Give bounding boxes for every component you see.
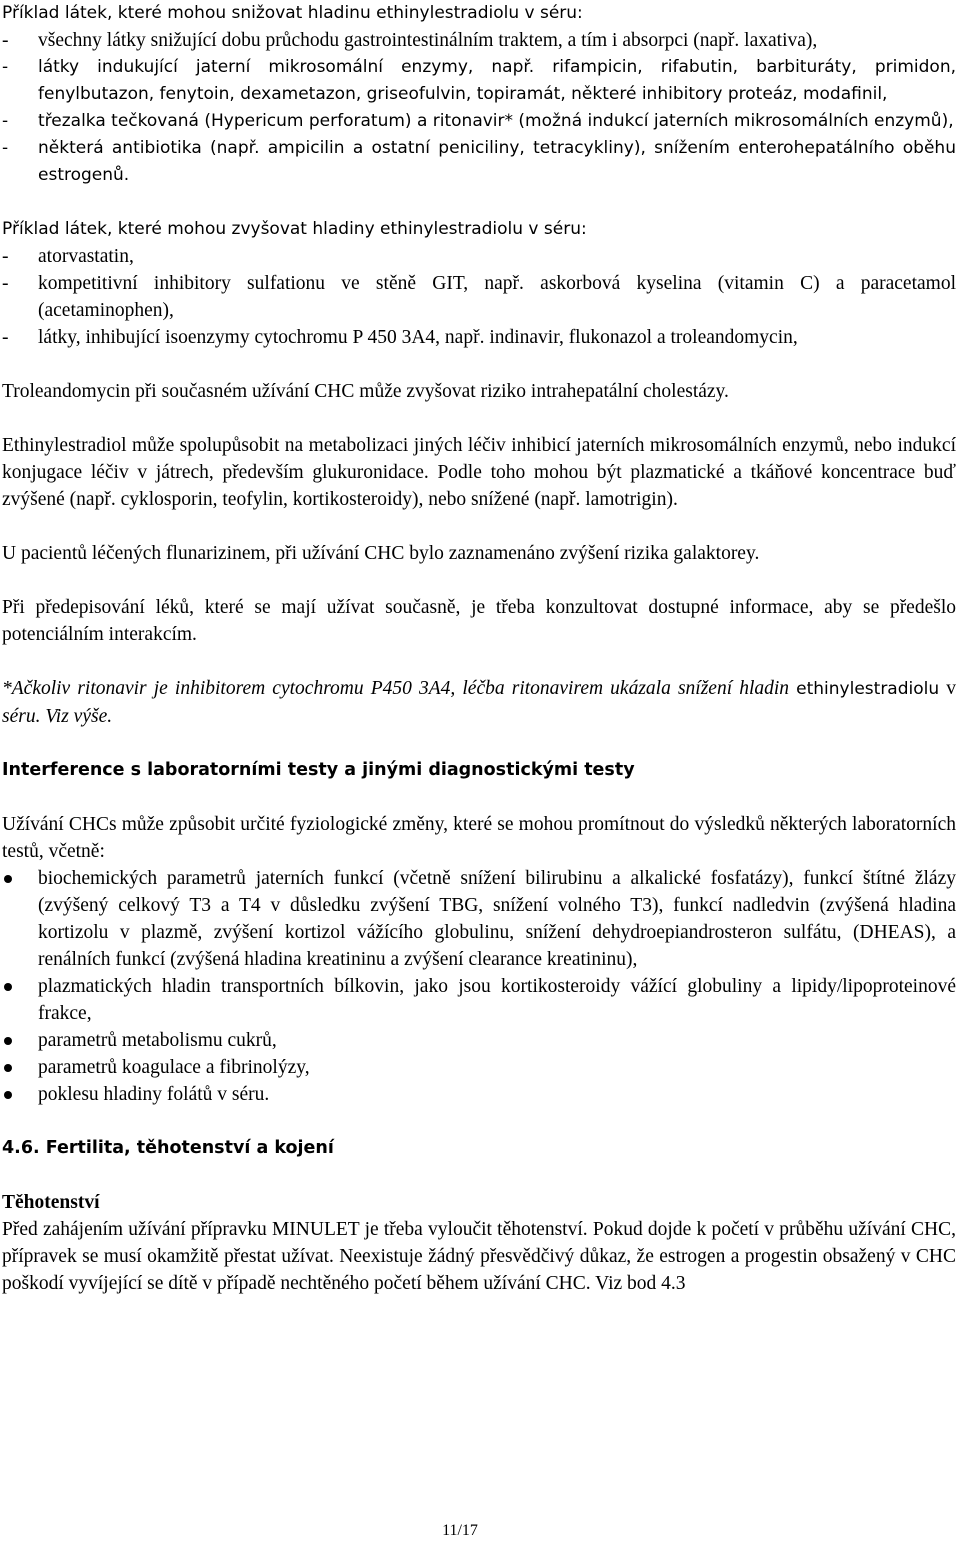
subheading-pregnancy: Těhotenství [2, 1192, 100, 1213]
list-item-text: atorvastatin, [38, 246, 134, 267]
section-heading-fertility: 4.6. Fertilita, těhotenství a kojení [2, 1138, 334, 1158]
bullet-item [2, 865, 956, 973]
bullet-text: biochemických parametrů jaterních funkcí (včetně snížení bilirubinu a alkalické fosfatázy), funkcí štítné žlázy (zvýšený celkový T3 a T4 v důsledku zvýšení TBG, snížení volného T3), funkcí nadledvin (zvýšená hladina kortizolu v plazmě, zvýšení kortizol vážícího globulinu, snížení dehydroepiandrosteron sulfátu, (DHEAS), a renálních funkcí (zvýšená hladina kreatininu a zvýšení clearance kreatininu), [38, 868, 956, 970]
list-item-text: látky, inhibující isoenzymy cytochromu P 450 3A4, např. indinavir, flukonazol a troleandomycin, [38, 327, 798, 348]
list-item: - třezalka tečkovaná (Hypericum perforatum) a ritonavir* (možná indukcí jaterních mikrosomálních enzymů), [2, 108, 956, 135]
list-item: - kompetitivní inhibitory sulfationu ve stěně GIT, např. askorbová kyselina (vitamin C) a paracetamol (acetaminophen), [2, 270, 956, 324]
bullet-item [2, 1054, 956, 1081]
list-item: - látky, inhibující isoenzymy cytochromu P 450 3A4, např. indinavir, flukonazol a troleandomycin, [2, 324, 956, 351]
list-item: - některá antibiotika (např. ampicilin a ostatní peniciliny, tetracykliny), snížením enterohepatálního oběhu estrogenů. [2, 135, 956, 189]
bullet-item [2, 1081, 956, 1108]
list-item: - všechny látky snižující dobu průchodu gastrointestinálním traktem, a tím i absorpci (např. laxativa), [2, 27, 956, 54]
paragraph-predepisovani: Při předepisování léků, které se mají užívat současně, je třeba konzultovat dostupné informace, aby se předešlo potenciálním interakcím. [2, 597, 956, 645]
bullet-icon [2, 1054, 38, 1081]
bullet-icon [2, 865, 38, 892]
bullet-item [2, 1027, 956, 1054]
bullet-item [2, 973, 956, 1027]
block1-intro: Příklad látek, které mohou snižovat hladinu ethinylestradiolu v séru: [2, 3, 583, 23]
bullet-icon [2, 1027, 38, 1054]
list-item-text: látky indukující jaterní mikrosomální enzymy, např. rifampicin, rifabutin, barbituráty, primidon, fenylbutazon, fenytoin, dexametazon, griseofulvin, topiramát, některé inhibitory proteáz, modafinil, [38, 57, 956, 104]
paragraph-ethinylestradiol: Ethinylestradiol může spolupůsobit na metabolizaci jiných léčiv inhibicí jaterních mikrosomálních enzymů, nebo indukcí konjugace léčiv v játrech, především glukuronidace. Podle toho mohou být plazmatické a tkáňové koncentrace buď zvýšené (např. cyklosporin, teofylin, kortikosteroidy), nebo snížené (např. lamotrigin). [2, 435, 956, 510]
footnote-ritonavir: *Ačkoliv ritonavir je inhibitorem cytochromu P450 3A4, léčba ritonavirem ukázala snížení hladin ethinylestradiolu v séru. Viz výše. [2, 678, 956, 727]
block2-intro: Příklad látek, které mohou zvyšovat hladiny ethinylestradiolu v séru: [2, 219, 587, 239]
bullet-text: plazmatických hladin transportních bílkovin, jako jsou kortikosteroidy vážící globuliny a lipidy/lipoproteinové frakce, [38, 976, 956, 1024]
paragraph-flunarizin: U pacientů léčených flunarizinem, při užívání CHC bylo zaznamenáno zvýšení rizika galaktorey. [2, 543, 760, 564]
paragraph-troleandomycin: Troleandomycin při současném užívání CHC může zvyšovat riziko intrahepatální cholestázy. [2, 381, 729, 402]
interference-intro: Užívání CHCs může způsobit určité fyziologické změny, které se mohou promítnout do výsledků některých laboratorních testů, včetně: [2, 814, 956, 862]
list-item-text: kompetitivní inhibitory sulfationu ve stěně GIT, např. askorbová kyselina (vitamin C) a paracetamol (acetaminophen), [38, 273, 956, 321]
paragraph-pregnancy: Před zahájením užívání přípravku MINULET je třeba vyloučit těhotenství. Pokud dojde k početí v průběhu užívání CHC, přípravek se musí okamžitě přestat užívat. Neexistuje žádný přesvědčivý důkaz, že estrogen a progestin obsažený v CHC poškodí vyvíjející se dítě v případě nechtěného početí během užívání CHC. Viz bod 4.3 [2, 1219, 956, 1294]
section-heading-interference: Interference s laboratorními testy a jinými diagnostickými testy [2, 760, 635, 780]
list-item: - atorvastatin, [2, 243, 956, 270]
list-item: - látky indukující jaterní mikrosomální enzymy, např. rifampicin, rifabutin, barbituráty, primidon, fenylbutazon, fenytoin, dexametazon, griseofulvin, topiramát, některé inhibitory proteáz, modafinil, [2, 54, 956, 108]
bullet-icon [2, 1081, 38, 1108]
bullet-text: parametrů koagulace a fibrinolýzy, [38, 1057, 310, 1078]
page-number: 11/17 [442, 1522, 478, 1539]
bullet-text: poklesu hladiny folátů v séru. [38, 1084, 270, 1105]
bullet-icon [2, 973, 38, 1000]
list-item-text: některá antibiotika (např. ampicilin a ostatní peniciliny, tetracykliny), snížením enterohepatálního oběhu estrogenů. [38, 138, 956, 185]
list-item-text: třezalka tečkovaná (Hypericum perforatum) a ritonavir* (možná indukcí jaterních mikrosomálních enzymů), [38, 111, 954, 131]
list-item-text: všechny látky snižující dobu průchodu gastrointestinálním traktem, a tím i absorpci (např. laxativa), [38, 30, 818, 51]
bullet-text: parametrů metabolismu cukrů, [38, 1030, 277, 1051]
